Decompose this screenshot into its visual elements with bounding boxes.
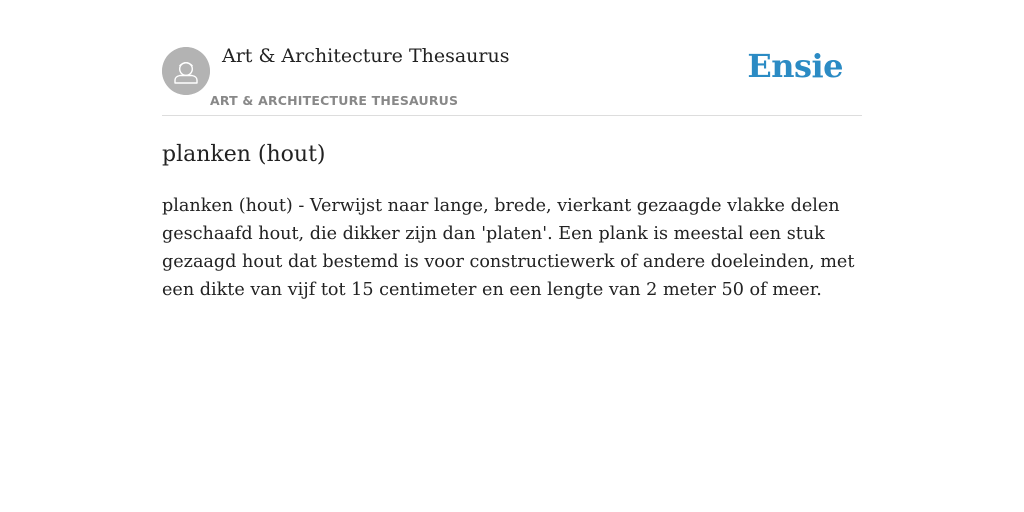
term-definition: planken (hout) - Verwijst naar lange, brede, vierkant gezaagde vlakke delen geschaafd hout, die dikker zijn dan 'platen'. Een plank is meestal een stuk gezaagd hout dat bestemd is voor constructiewerk of andere doeleinden, met een dikte van vijf tot 15 centimeter en een lengte van 2 meter 50 of meer. bbox=[162, 196, 855, 300]
source-subtitle: ART & ARCHITECTURE THESAURUS bbox=[210, 93, 459, 108]
brand-logo[interactable]: Ensie bbox=[747, 47, 843, 85]
header bbox=[162, 0, 862, 116]
source-title[interactable]: Art & Architecture Thesaurus bbox=[222, 45, 510, 67]
page-container bbox=[162, 0, 862, 304]
avatar[interactable] bbox=[162, 47, 210, 95]
user-icon bbox=[162, 47, 210, 95]
term-title: planken (hout) bbox=[162, 142, 326, 167]
